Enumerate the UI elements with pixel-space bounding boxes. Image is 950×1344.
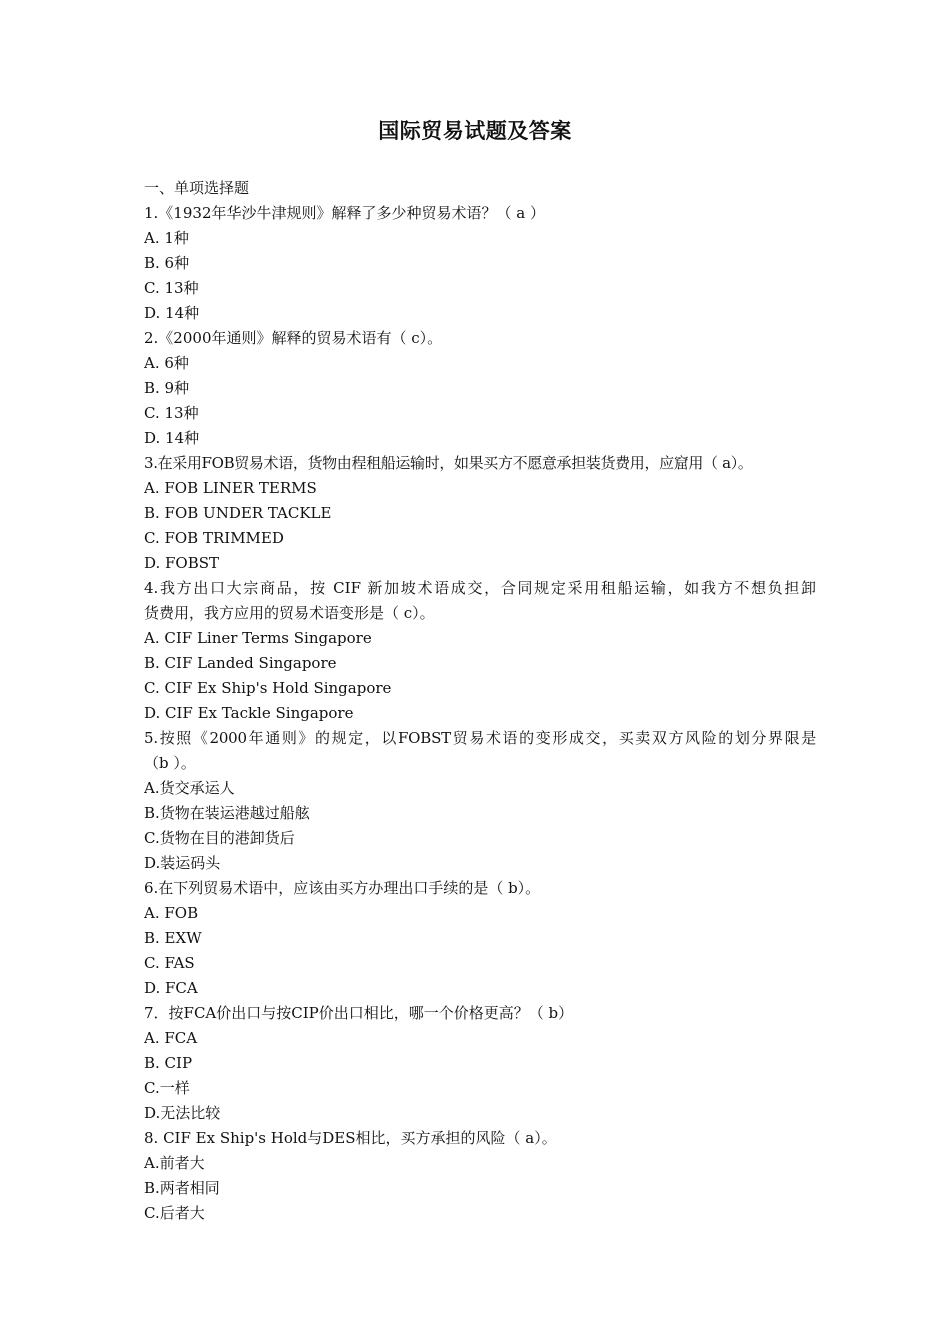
question-3: 3.在采用FOB贸易术语，货物由程租船运输时，如果买方不愿意承担装货费用，应窟用（ a）。: [144, 454, 753, 472]
option-2d: D. 14种: [144, 429, 200, 447]
question-7: 7．按FCA价出口与按CIP价出口相比，哪一个价格更高？（ b）: [144, 1004, 574, 1022]
option-5a: A.货交承运人: [144, 779, 235, 797]
option-1b: B. 6种: [144, 254, 190, 272]
option-4d: D. CIF Ex Tackle Singapore: [144, 704, 354, 722]
option-5c: C.货物在目的港卸货后: [144, 829, 295, 847]
option-8c: C.后者大: [144, 1204, 205, 1222]
option-2a: A. 6种: [144, 354, 189, 372]
question-1: 1.《1932年华沙牛津规则》解释了多少种贸易术语？（ a ）: [144, 204, 545, 222]
option-6c: C. FAS: [144, 954, 195, 972]
question-2: 2.《2000年通则》解释的贸易术语有（ c）。: [144, 329, 443, 347]
option-1a: A. 1种: [144, 229, 189, 247]
option-6b: B. EXW: [144, 929, 202, 947]
section-heading: 一、单项选择题: [144, 179, 250, 197]
question-4-line-2: 货费用，我方应用的贸易术语变形是（ c）。: [144, 604, 435, 622]
option-5d: D.装运码头: [144, 854, 221, 872]
option-3a: A. FOB LINER TERMS: [144, 479, 317, 497]
option-7d: D.无法比较: [144, 1104, 221, 1122]
option-8a: A.前者大: [144, 1154, 205, 1172]
question-5-line-2: （b ）。: [144, 754, 196, 772]
question-5-line-1: 5.按照《2000年通则》的规定，以FOBST贸易术语的变形成交，买卖双方风险的划分界限是: [144, 729, 816, 747]
option-4a: A. CIF Liner Terms Singapore: [144, 629, 372, 647]
option-8b: B.两者相同: [144, 1179, 220, 1197]
document-body: [144, 176, 816, 1226]
question-8: 8. CIF Ex Ship's Hold与DES相比，买方承担的风险（ a）。: [144, 1129, 557, 1147]
option-3b: B. FOB UNDER TACKLE: [144, 504, 332, 522]
option-2b: B. 9种: [144, 379, 190, 397]
option-6d: D. FCA: [144, 979, 198, 997]
option-6a: A. FOB: [144, 904, 199, 922]
question-6: 6.在下列贸易术语中，应该由买方办理出口手续的是（ b）。: [144, 879, 541, 897]
question-4-line-1: 4.我方出口大宗商品，按 CIF 新加坡术语成交，合同规定采用租船运输，如我方不想负担卸: [144, 579, 816, 597]
option-7b: B. CIP: [144, 1054, 193, 1072]
option-7c: C.一样: [144, 1079, 190, 1097]
option-1d: D. 14种: [144, 304, 200, 322]
option-7a: A. FCA: [144, 1029, 198, 1047]
option-4b: B. CIF Landed Singapore: [144, 654, 337, 672]
option-5b: B.货物在装运港越过船舷: [144, 804, 310, 822]
option-2c: C. 13种: [144, 404, 199, 422]
option-3d: D. FOBST: [144, 554, 220, 572]
option-3c: C. FOB TRIMMED: [144, 529, 284, 547]
option-1c: C. 13种: [144, 279, 199, 297]
page-title: 国际贸易试题及答案: [378, 119, 572, 143]
option-4c: C. CIF Ex Ship's Hold Singapore: [144, 679, 392, 697]
